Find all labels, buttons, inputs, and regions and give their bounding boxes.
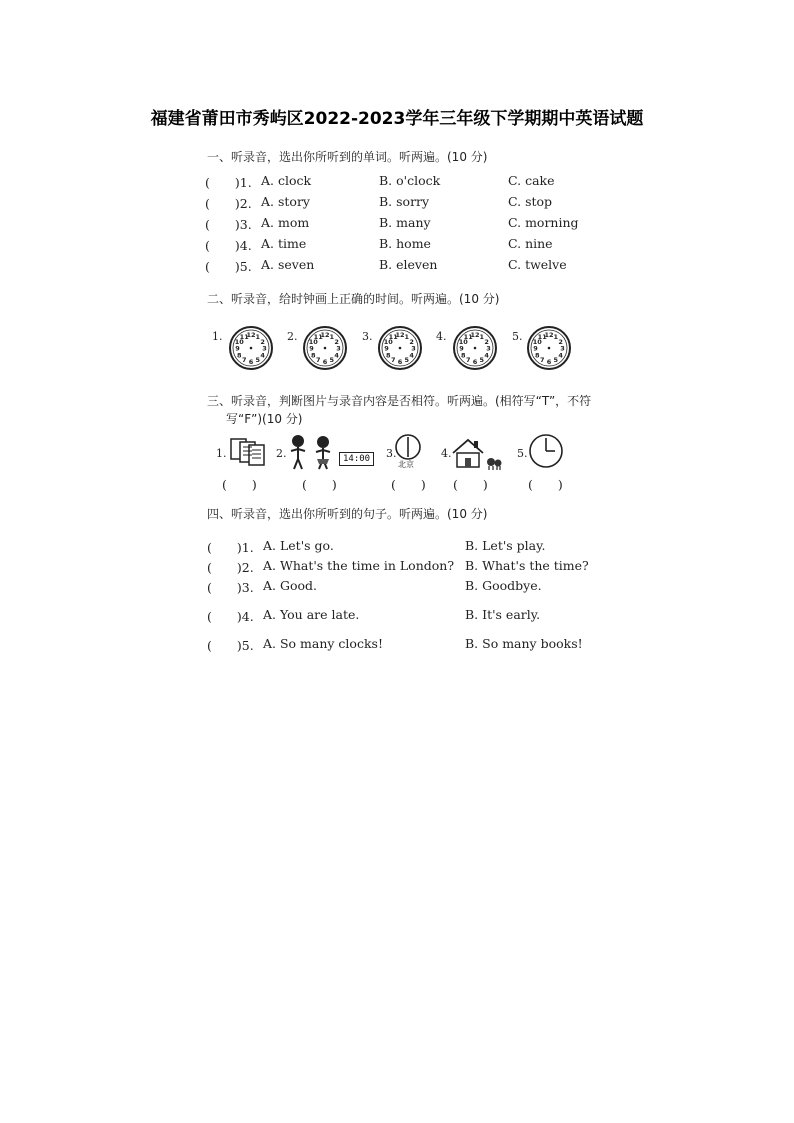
section3-heading-line2: 写“F”)(10 分) (226, 412, 303, 426)
clock-number: 4 (558, 351, 563, 360)
s1-option-c: C. nine (508, 236, 553, 251)
clock-number: 11 (239, 332, 249, 341)
s1-item-number: ( )1. (205, 175, 252, 190)
clock-number: 10 (532, 337, 542, 346)
clock-number: 1 (404, 332, 410, 341)
clock-number: 11 (537, 332, 547, 341)
s4-option-b: B. So many books! (465, 636, 583, 651)
clock-number: 6 (397, 358, 403, 366)
city-label: 北京 (398, 460, 414, 469)
clock-number: 9 (309, 344, 314, 353)
s3-label-4: 4. (441, 447, 452, 460)
clock-number: 8 (535, 351, 540, 360)
s1-item-number: ( )2. (205, 196, 252, 211)
s1-option-b: B. home (379, 236, 431, 251)
clock-number: 6 (546, 358, 552, 366)
clock-number: 11 (388, 332, 398, 341)
s1-item-number: ( )4. (205, 238, 252, 253)
clock-number: 5 (479, 356, 485, 365)
clock-number: 7 (316, 356, 321, 365)
clock-number: 3 (486, 344, 491, 353)
clock-number: 2 (260, 337, 265, 346)
clock-number: 12 (470, 331, 480, 339)
clock-number: 8 (386, 351, 391, 360)
clock-number: 7 (391, 356, 396, 365)
s4-option-a: A. What's the time in London? (263, 558, 455, 573)
clock-label: 4. (436, 330, 447, 343)
clock-label: 2. (287, 330, 298, 343)
clock-number: 3 (560, 344, 565, 353)
s4-item-number: ( )1. (207, 540, 254, 555)
s4-option-a: A. You are late. (263, 607, 360, 622)
clock-number: 7 (466, 356, 471, 365)
clock-number: 4 (409, 351, 414, 360)
clock-number: 4 (260, 351, 265, 360)
s1-option-a: A. seven (261, 257, 315, 272)
clock-number: 2 (558, 337, 563, 346)
s1-option-b: B. eleven (379, 257, 438, 272)
clock-number: 12 (544, 331, 554, 339)
s1-option-c: C. cake (508, 173, 555, 188)
clock-number: 5 (553, 356, 559, 365)
clock-label: 1. (212, 330, 223, 343)
section2-heading: 二、听录音，给时钟画上正确的时间。听两遍。(10 分) (207, 292, 500, 306)
s4-item-number: ( )5. (207, 638, 254, 653)
clock-number: 10 (458, 337, 468, 346)
clock-number: 4 (334, 351, 339, 360)
clock-number: 10 (308, 337, 318, 346)
blank-clock-face (526, 325, 572, 371)
clock-number: 1 (479, 332, 485, 341)
s3-answer-5: ( ) (528, 477, 563, 492)
clock-number: 7 (540, 356, 545, 365)
clock-number: 3 (262, 344, 267, 353)
clock-number: 2 (334, 337, 339, 346)
clock-number: 8 (237, 351, 242, 360)
section3-heading-line1: 三、听录音，判断图片与录音内容是否相符。听两遍。(相符写“T”，不符 (207, 394, 592, 408)
clock-picture-beijing (394, 433, 422, 461)
clock-picture-5 (528, 433, 564, 469)
s1-option-b: B. many (379, 215, 431, 230)
clock-number: 12 (395, 331, 405, 339)
s4-item-number: ( )4. (207, 609, 254, 624)
s4-item-number: ( )3. (207, 580, 254, 595)
clock-number: 11 (313, 332, 323, 341)
section1-heading: 一、听录音，选出你所听到的单词。听两遍。(10 分) (207, 150, 488, 164)
s4-option-a: A. Good. (263, 578, 317, 593)
s3-label-3: 3. (386, 447, 397, 460)
s4-option-b: B. Goodbye. (465, 578, 542, 593)
s4-option-b: B. It's early. (465, 607, 541, 622)
clock-label: 3. (362, 330, 373, 343)
clock-number: 3 (411, 344, 416, 353)
page-title: 福建省莆田市秀屿区2022-2023学年三年级下学期期中英语试题 (150, 109, 644, 129)
blank-clock-face (452, 325, 498, 371)
s4-item-number: ( )2. (207, 560, 254, 575)
clock-number: 5 (329, 356, 335, 365)
s1-option-c: C. twelve (508, 257, 567, 272)
blank-clock-face (377, 325, 423, 371)
s1-option-a: A. mom (261, 215, 310, 230)
house-picture (449, 435, 504, 471)
s3-label-2: 2. (276, 447, 287, 460)
clock-number: 8 (461, 351, 466, 360)
s1-item-number: ( )5. (205, 259, 252, 274)
books-picture (229, 436, 267, 468)
clock-number: 9 (533, 344, 538, 353)
s1-option-b: B. sorry (379, 194, 430, 209)
s1-option-c: C. morning (508, 215, 579, 230)
s1-option-a: A. clock (261, 173, 312, 188)
clock-number: 1 (255, 332, 261, 341)
s4-option-a: A. So many clocks! (263, 636, 383, 651)
clock-number: 7 (242, 356, 247, 365)
clock-number: 1 (329, 332, 335, 341)
s1-option-c: C. stop (508, 194, 553, 209)
clock-number: 11 (463, 332, 473, 341)
s4-option-b: B. What's the time? (465, 558, 589, 573)
s1-item-number: ( )3. (205, 217, 252, 232)
s1-option-b: B. o'clock (379, 173, 441, 188)
section4-heading: 四、听录音，选出你所听到的句子。听两遍。(10 分) (207, 507, 488, 521)
s4-option-b: B. Let's play. (465, 538, 546, 553)
clock-number: 6 (248, 358, 254, 366)
clock-label: 5. (512, 330, 523, 343)
children-picture (287, 433, 339, 471)
s3-answer-4: ( ) (453, 477, 488, 492)
clock-number: 10 (234, 337, 244, 346)
blank-clock-face (228, 325, 274, 371)
clock-number: 12 (320, 331, 330, 339)
clock-number: 5 (255, 356, 261, 365)
clock-number: 10 (383, 337, 393, 346)
s3-answer-2: ( ) (302, 477, 337, 492)
clock-number: 12 (246, 331, 256, 339)
clock-number: 4 (484, 351, 489, 360)
clock-number: 1 (553, 332, 559, 341)
clock-number: 9 (459, 344, 464, 353)
clock-number: 2 (409, 337, 414, 346)
s4-option-a: A. Let's go. (263, 538, 334, 553)
blank-clock-face (302, 325, 348, 371)
s1-option-a: A. time (261, 236, 307, 251)
clock-number: 2 (484, 337, 489, 346)
s3-label-1: 1. (216, 447, 227, 460)
clock-number: 3 (336, 344, 341, 353)
s1-option-a: A. story (261, 194, 310, 209)
clock-number: 6 (472, 358, 478, 366)
clock-number: 9 (384, 344, 389, 353)
clock-number: 8 (311, 351, 316, 360)
s3-answer-1: ( ) (222, 477, 257, 492)
s3-label-5: 5. (517, 447, 528, 460)
s3-answer-3: ( ) (391, 477, 426, 492)
time-display: 14:00 (339, 452, 374, 466)
clock-number: 5 (404, 356, 410, 365)
clock-number: 9 (235, 344, 240, 353)
clock-number: 6 (322, 358, 328, 366)
